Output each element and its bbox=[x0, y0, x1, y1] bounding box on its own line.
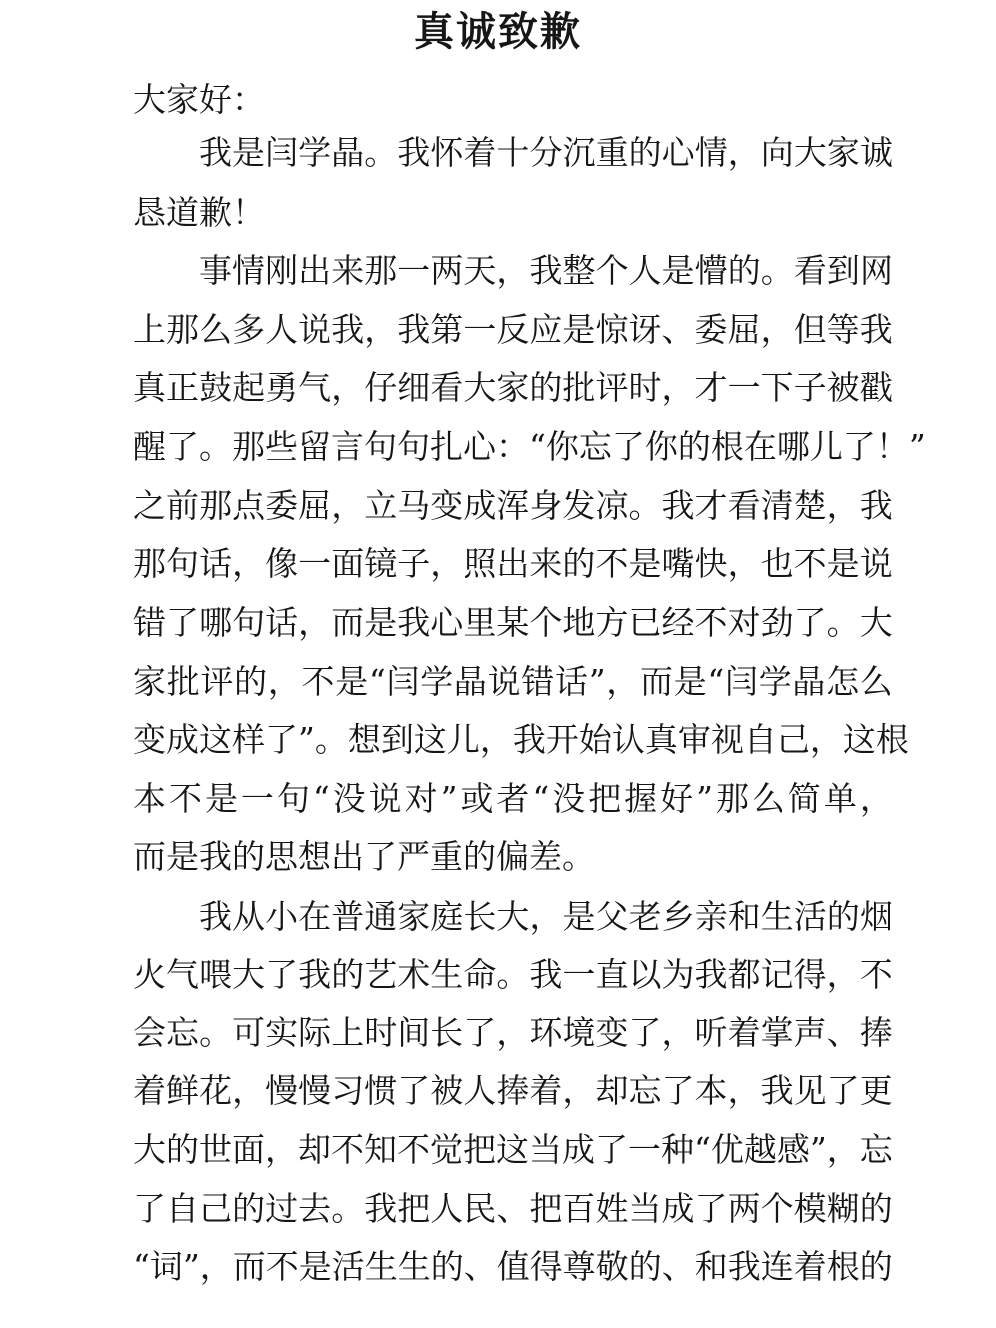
letter-line: 火 气 喂 大 了 我 的 艺 术 生 命 。 我 一 直 以 为 我 都 记 得 ， 不 bbox=[133, 955, 893, 994]
letter-line: “ 词 ” ， 而 不 是 活 生 生 的 、 值 得 尊 敬 的 、 和 我 连 着 根 的 bbox=[133, 1247, 893, 1286]
letter-line: 之 前 那 点 委 屈 ， 立 马 变 成 浑 身 发 凉 。 我 才 看 清 楚 ， 我 bbox=[133, 486, 893, 525]
letter-line: 醒 了 。 那 些 留 言 句 句 扎 心 ： “ 你 忘 了 你 的 根 在 哪 儿 了 ！ ” bbox=[133, 427, 926, 466]
letter-line: 了 自 己 的 过 去 。 我 把 人 民 、 把 百 姓 当 成 了 两 个 模 糊 的 bbox=[133, 1189, 893, 1228]
letter-title: 真诚致歉 bbox=[414, 9, 582, 55]
letter-line: 而是我的思想出了严重的偏差。 bbox=[133, 837, 595, 876]
letter-line: 真 正 鼓 起 勇 气 ， 仔 细 看 大 家 的 批 评 时 ， 才 一 下 子 被 戳 bbox=[133, 368, 893, 407]
letter-salutation: 大家好： bbox=[133, 80, 265, 119]
letter-line: 我 从 小 在 普 通 家 庭 长 大 ， 是 父 老 乡 亲 和 生 活 的 烟 bbox=[199, 897, 893, 936]
letter-line: 我 是 闫 学 晶 。 我 怀 着 十 分 沉 重 的 心 情 ， 向 大 家 诚 bbox=[199, 133, 893, 172]
letter-line: 会 忘 。 可 实 际 上 时 间 长 了 ， 环 境 变 了 ， 听 着 掌 声 、 捧 bbox=[133, 1013, 893, 1052]
letter-line: 上 那 么 多 人 说 我 ， 我 第 一 反 应 是 惊 讶 、 委 屈 ， 但 等 我 bbox=[133, 310, 893, 349]
letter-line: 恳道歉！ bbox=[133, 193, 265, 232]
letter-line: 本 不 是 一 句 “ 没 说 对 ” 或 者 “ 没 把 握 好 ” 那 么 简 单 ， bbox=[133, 779, 893, 818]
letter-line: 错 了 哪 句 话 ， 而 是 我 心 里 某 个 地 方 已 经 不 对 劲 了 。 大 bbox=[133, 603, 893, 642]
letter-line: 家 批 评 的 ， 不 是 “ 闫 学 晶 说 错 话 ” ， 而 是 “ 闫 学 晶 怎 么 bbox=[133, 662, 893, 701]
letter-line: 那 句 话 ， 像 一 面 镜 子 ， 照 出 来 的 不 是 嘴 快 ， 也 不 是 说 bbox=[133, 544, 893, 583]
letter-line: 事 情 刚 出 来 那 一 两 天 ， 我 整 个 人 是 懵 的 。 看 到 网 bbox=[199, 251, 893, 290]
letter-line: 变 成 这 样 了 ” 。 想 到 这 儿 ， 我 开 始 认 真 审 视 自 己 ， 这 根 bbox=[133, 720, 909, 759]
letter-line: 着 鲜 花 ， 慢 慢 习 惯 了 被 人 捧 着 ， 却 忘 了 本 ， 我 见 了 更 bbox=[133, 1071, 893, 1110]
letter-line: 大 的 世 面 ， 却 不 知 不 觉 把 这 当 成 了 一 种 “ 优 越 感 ” ， 忘 bbox=[133, 1130, 893, 1169]
